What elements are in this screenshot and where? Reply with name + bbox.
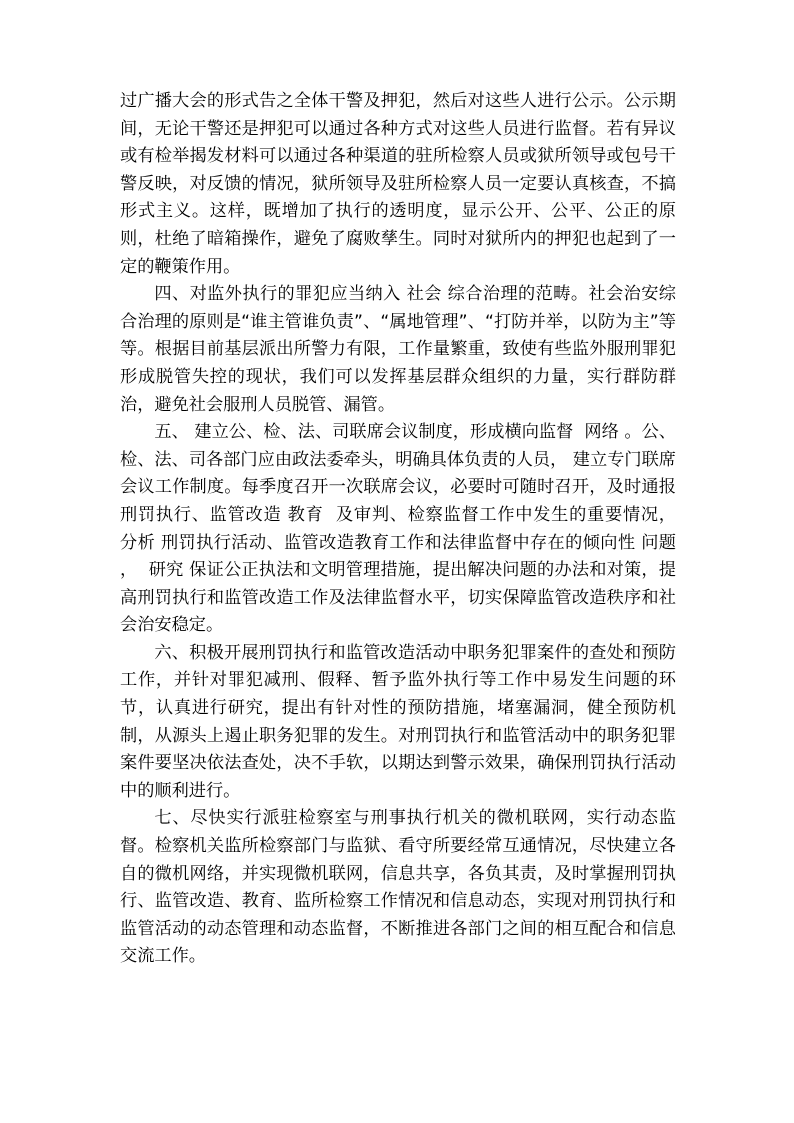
- paragraph-continuation: 过广播大会的形式告之全体干警及押犯，然后对这些人进行公示。公示期间，无论干警还是押犯可以通过各种方式对这些人员进行监督。若有异议或有检举揭发材料可以通过各种渠道的驻所检察人员或狱所领导或包号干警反映，对反馈的情况，狱所领导及驻所检察人员一定要认真核查，不搞形式主义。这样，既增加了执行的透明度，显示公开、公平、公正的原则，杜绝了暗箱操作，避免了腐败孳生。同时对狱所内的押犯也起到了一定的鞭策作用。: [120, 91, 676, 277]
- document-body: [120, 88, 687, 971]
- paragraph-section-4: 四、对监外执行的罪犯应当纳入 社会 综合治理的范畴。社会治安综合治理的原则是“谁主管谁负责”、“属地管理”、“打防并举，以防为主”等等。根据目前基层派出所警力有限，工作量繁重，致使有些监外服刑罪犯形成脱管失控的现状，我们可以发挥基层群众组织的力量，实行群防群治，避免社会服刑人员脱管、漏管。: [120, 284, 676, 415]
- paragraph-section-7: 七、尽快实行派驻检察室与刑事执行机关的微机联网，实行动态监督。检察机关监所检察部门与监狱、看守所要经常互通情况，尽快建立各自的微机网络，并实现微机联网，信息共享，各负其责，及时掌握刑罚执行、监管改造、教育、监所检察工作情况和信息动态，实现对刑罚执行和监管活动的动态管理和动态监督，不断推进各部门之间的相互配合和信息交流工作。: [120, 808, 676, 967]
- paragraph-section-6: 六、积极开展刑罚执行和监管改造活动中职务犯罪案件的查处和预防工作，并针对罪犯减刑、假释、暂予监外执行等工作中易发生问题的环节，认真进行研究，提出有针对性的预防措施，堵塞漏洞，健全预防机制，从源头上遏止职务犯罪的发生。对刑罚执行和监管活动中的职务犯罪案件要坚决依法查处，决不手软，以期达到警示效果，确保刑罚执行活动中的顺利进行。: [120, 642, 676, 801]
- paragraph-section-5: 五、 建立公、检、法、司联席会议制度，形成横向监督 网络 。公、检、法、司各部门应由政法委牵头，明确具体负责的人员， 建立专门联席会议工作制度。每季度召开一次联席会议，必要时可随时召开，及时通报刑罚执行、监管改造 教育 及审判、检察监督工作中发生的重要情况， 分析 刑罚执行活动、监管改造教育工作和法律监督中存在的倾向性 问题 ， 研究 保证公正执法和文明管理措施，提出解决问题的办法和对策，提高刑罚执行和监管改造工作及法律监督水平，切实保障监管改造秩序和社会治安稳定。: [120, 422, 687, 636]
